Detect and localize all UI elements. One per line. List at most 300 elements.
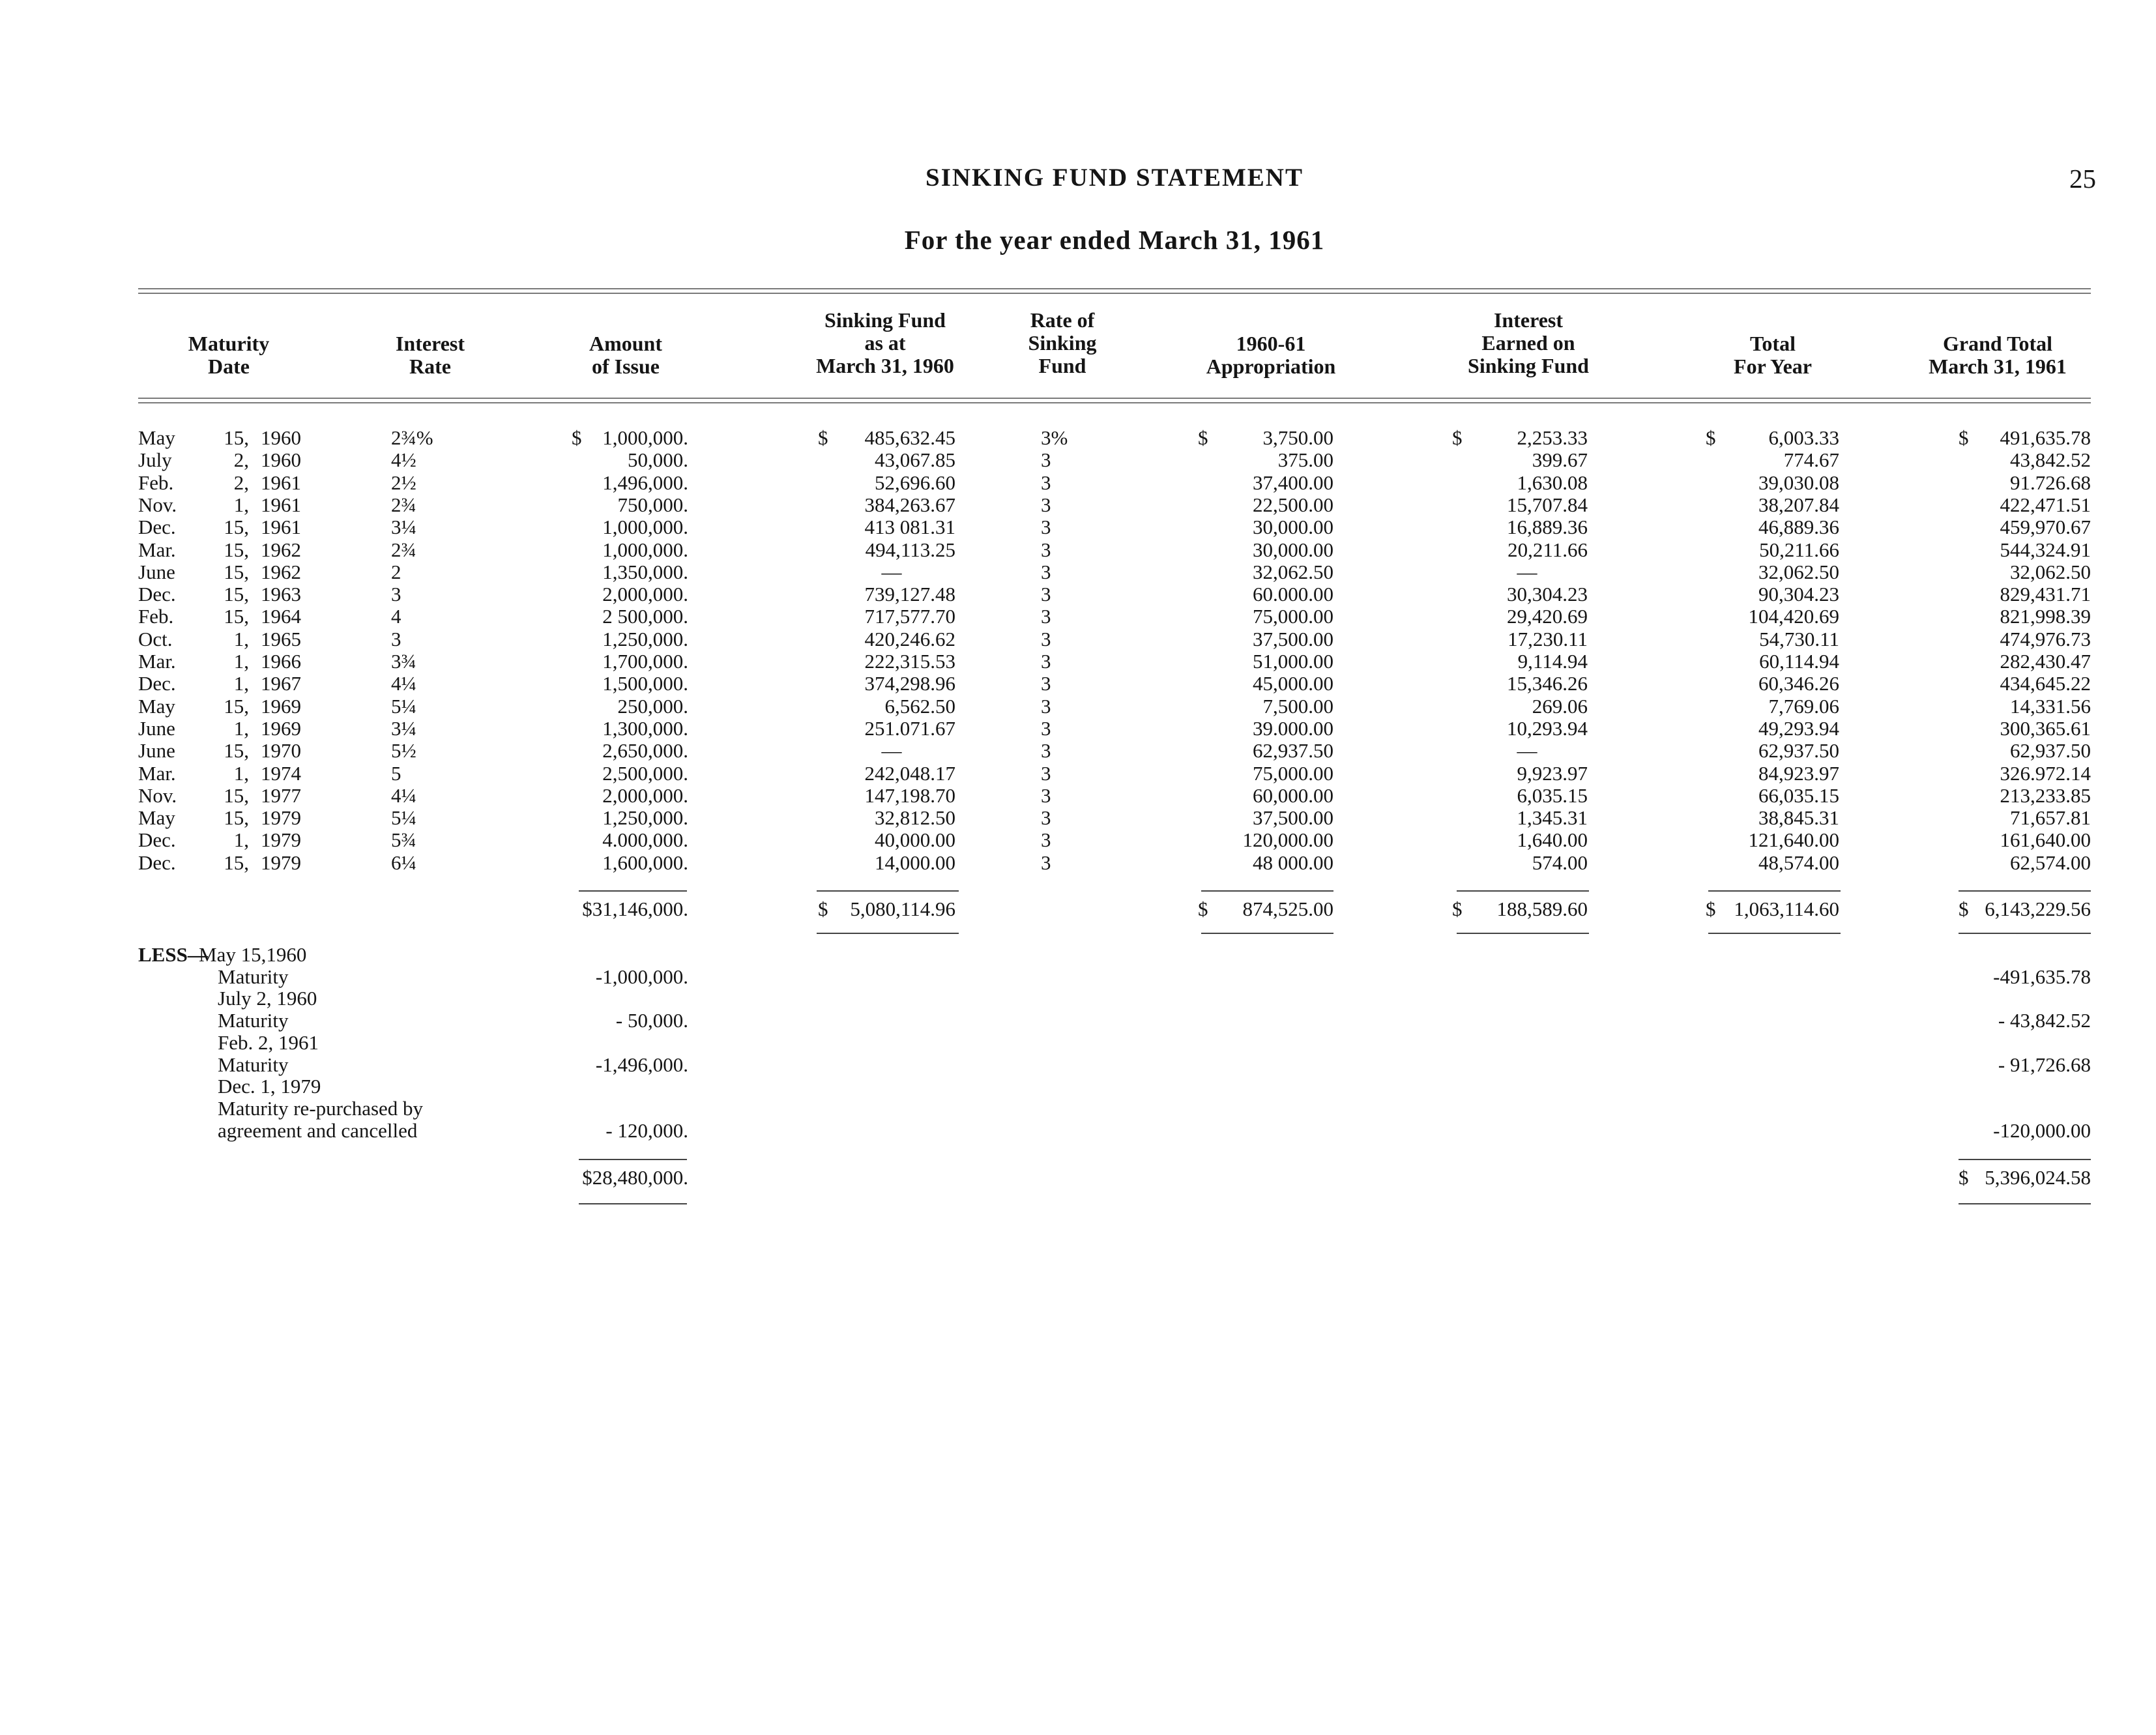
cell-month: Feb.	[138, 605, 174, 628]
cell-appropriation: 48 000.00	[1253, 851, 1333, 874]
less-amount: - 120,000.	[605, 1118, 688, 1142]
cell-grand-total: 422,471.51	[2000, 493, 2091, 516]
less-amount: -1,000,000.	[595, 965, 688, 988]
cell-appropriation: 60.000.00	[1253, 583, 1333, 606]
header-line: Amount	[589, 332, 662, 355]
table-row	[0, 852, 2156, 874]
header-line: March 31, 1960	[816, 354, 954, 377]
cell-appropriation: 37,400.00	[1253, 471, 1333, 494]
cell-interest-rate: 2¾%	[391, 426, 433, 449]
cell-appropriation: 75,000.00	[1253, 761, 1333, 785]
cell-interest-rate: 2	[391, 560, 401, 583]
less-grand-total: - 91,726.68	[1998, 1053, 2091, 1076]
cell-appropriation: 45,000.00	[1253, 672, 1333, 695]
dollar-sign: $	[1452, 897, 1463, 920]
cell-year: 1977	[261, 783, 301, 807]
cell-amount: 50,000.	[628, 448, 688, 472]
cell-day: 15,	[224, 806, 249, 830]
table-row	[0, 763, 2156, 785]
cell-month: Dec.	[138, 851, 176, 874]
header-line: Sinking Fund	[1468, 354, 1589, 377]
less-description-line: Maturity	[218, 1009, 289, 1032]
cell-interest-rate: 3¼	[391, 516, 416, 539]
cell-interest-rate: 2½	[391, 471, 416, 494]
cell-interest-earned: 574.00	[1532, 851, 1588, 874]
cell-month: Mar.	[138, 761, 176, 785]
cell-appropriation: 30,000.00	[1253, 516, 1333, 539]
cell-day: 15,	[224, 694, 249, 718]
cell-year: 1965	[261, 627, 301, 650]
cell-grand-total: 326.972.14	[2000, 761, 2091, 785]
dollar-sign: $	[572, 426, 582, 449]
cell-total-for-year: 104,420.69	[1748, 605, 1839, 628]
table-row	[0, 472, 2156, 494]
header-line: 1960-61	[1236, 332, 1306, 355]
header-sinking-fund	[787, 309, 983, 377]
cell-grand-total: 474,976.73	[2000, 627, 2091, 650]
header-line: Fund	[1038, 354, 1086, 377]
cell-appropriation: 51,000.00	[1253, 650, 1333, 673]
cell-sinking-fund: 717,577.70	[864, 605, 955, 628]
table-row	[0, 628, 2156, 650]
header-line: Rate	[409, 355, 451, 378]
amount-net-double-rule	[579, 1203, 687, 1204]
cell-sinking-fund: 413 081.31	[864, 516, 955, 539]
cell-sinking-rate: 3	[1041, 583, 1051, 606]
cell-sinking-fund: 251.071.67	[864, 716, 955, 740]
amount-net-rule	[579, 1159, 687, 1160]
cell-day: 1,	[233, 716, 249, 740]
dollar-sign: $	[1198, 426, 1208, 449]
cell-year: 1979	[261, 851, 301, 874]
cell-total-for-year: 38,845.31	[1758, 806, 1839, 830]
cell-grand-total: 14,331.56	[2010, 694, 2091, 718]
cell-day: 2,	[233, 471, 249, 494]
header-line: as at	[864, 331, 906, 355]
cell-total-for-year: 46,889.36	[1758, 516, 1839, 539]
dollar-sign: $	[1706, 897, 1716, 920]
cell-interest-earned: 1,345.31	[1517, 806, 1588, 830]
cell-grand-total: 91.726.68	[2010, 471, 2091, 494]
cell-grand-total: 282,430.47	[2000, 650, 2091, 673]
cell-day: 2,	[233, 448, 249, 472]
page-subtitle: For the year ended March 31, 1961	[904, 225, 1325, 255]
cell-year: 1979	[261, 806, 301, 830]
header-line: of Issue	[591, 355, 660, 378]
total-amount: $31,146,000.	[582, 897, 688, 920]
net-row	[0, 1167, 2156, 1189]
cell-amount: 1,600,000.	[602, 851, 688, 874]
cell-day: 15,	[224, 560, 249, 583]
cell-sinking-fund: 40,000.00	[875, 828, 955, 852]
header-amount-of-issue	[554, 332, 697, 378]
less-description-line: Maturity	[218, 1053, 289, 1076]
less-description-line: Feb. 2, 1961	[218, 1030, 319, 1054]
cell-total-for-year: 84,923.97	[1758, 761, 1839, 785]
cell-appropriation: 30,000.00	[1253, 538, 1333, 561]
table-row	[0, 785, 2156, 807]
cell-amount: 4.000,000.	[602, 828, 688, 852]
table-row	[0, 539, 2156, 561]
cell-grand-total: 71,657.81	[2010, 806, 2091, 830]
table-row	[0, 807, 2156, 829]
cell-month: Mar.	[138, 538, 176, 561]
cell-interest-rate: 3	[391, 627, 401, 650]
cell-appropriation: 32,062.50	[1253, 560, 1333, 583]
cell-sinking-rate: 3	[1041, 516, 1051, 539]
cell-day: 15,	[224, 605, 249, 628]
net-grand-total: 5,396,024.58	[1985, 1166, 2091, 1189]
table-row	[0, 561, 2156, 583]
cell-grand-total: 821,998.39	[2000, 605, 2091, 628]
cell-sinking-fund: 242,048.17	[864, 761, 955, 785]
cell-grand-total: 300,365.61	[2000, 716, 2091, 740]
cell-interest-earned: 2,253.33	[1517, 426, 1588, 449]
cell-grand-total: 544,324.91	[2000, 538, 2091, 561]
cell-month: June	[138, 560, 175, 583]
header-rate-of-sinking-fund	[997, 309, 1128, 377]
cell-amount: 2 500,000.	[602, 605, 688, 628]
cell-interest-earned: 9,923.97	[1517, 761, 1588, 785]
dollar-sign: $	[1959, 897, 1969, 920]
sinking-total-rule	[817, 933, 959, 934]
cell-interest-earned: 269.06	[1532, 694, 1588, 718]
cell-total-for-year: 32,062.50	[1758, 560, 1839, 583]
cell-amount: 1,500,000.	[602, 672, 688, 695]
cell-sinking-fund: 14,000.00	[875, 851, 955, 874]
cell-total-for-year: 50,211.66	[1759, 538, 1839, 561]
cell-sinking-fund: 485,632.45	[864, 426, 955, 449]
header-top-rule	[138, 288, 2091, 289]
cell-sinking-fund: 43,067.85	[875, 448, 955, 472]
less-description-line: May 15,1960	[199, 943, 307, 966]
cell-day: 1,	[233, 672, 249, 695]
table-row	[0, 650, 2156, 673]
cell-appropriation: 120,000.00	[1242, 828, 1333, 852]
cell-amount: 1,000,000.	[602, 426, 688, 449]
cell-grand-total: 459,970.67	[2000, 516, 2091, 539]
cell-interest-rate: 4¼	[391, 783, 416, 807]
cell-amount: 1,250,000.	[602, 627, 688, 650]
header-appropriation	[1173, 332, 1369, 378]
header-line: Grand Total	[1942, 332, 2053, 355]
page-title: SINKING FUND STATEMENT	[925, 164, 1304, 192]
cell-total-for-year: 48,574.00	[1758, 851, 1839, 874]
cell-total-for-year: 49,293.94	[1758, 716, 1839, 740]
cell-amount: 1,000,000.	[602, 538, 688, 561]
cell-sinking-fund: —	[881, 739, 902, 763]
cell-interest-earned: —	[1517, 560, 1537, 583]
cell-amount: 1,496,000.	[602, 471, 688, 494]
cell-month: Dec.	[138, 583, 176, 606]
cell-day: 1,	[233, 627, 249, 650]
cell-year: 1969	[261, 716, 301, 740]
cell-day: 15,	[224, 538, 249, 561]
header-line: Rate of	[1030, 308, 1095, 332]
cell-interest-rate: 3¾	[391, 650, 416, 673]
cell-total-for-year: 62,937.50	[1758, 739, 1839, 763]
cell-year: 1962	[261, 538, 301, 561]
cell-year: 1961	[261, 471, 301, 494]
cell-appropriation: 3,750.00	[1262, 426, 1333, 449]
cell-interest-earned: 9,114.94	[1517, 650, 1588, 673]
header-maturity-date	[147, 332, 310, 378]
header-line: Interest	[1493, 308, 1564, 332]
dollar-sign: $	[1959, 426, 1969, 449]
cell-interest-rate: 2¾	[391, 493, 416, 516]
cell-year: 1963	[261, 583, 301, 606]
cell-amount: 1,350,000.	[602, 560, 688, 583]
cell-interest-rate: 4¼	[391, 672, 416, 695]
cell-appropriation: 60,000.00	[1253, 783, 1333, 807]
header-line: Earned on	[1481, 331, 1575, 355]
cell-sinking-rate: 3	[1041, 828, 1051, 852]
header-line: Maturity	[188, 332, 270, 355]
header-line: Appropriation	[1206, 355, 1336, 378]
less-description-line: Maturity	[218, 965, 289, 988]
cell-month: Dec.	[138, 672, 176, 695]
net-amount: $28,480,000.	[582, 1166, 688, 1189]
cell-sinking-fund: 147,198.70	[864, 783, 955, 807]
cell-interest-earned: 6,035.15	[1517, 783, 1588, 807]
cell-year: 1961	[261, 493, 301, 516]
cell-grand-total: 491,635.78	[2000, 426, 2091, 449]
earned-total-rule	[1457, 933, 1589, 934]
cell-amount: 1,700,000.	[602, 650, 688, 673]
cell-sinking-rate: 3	[1041, 471, 1051, 494]
cell-interest-earned: 15,707.84	[1507, 493, 1588, 516]
cell-interest-earned: 399.67	[1532, 448, 1588, 472]
cell-interest-rate: 5¾	[391, 828, 416, 852]
cell-sinking-rate: 3	[1041, 538, 1051, 561]
less-grand-total: -120,000.00	[1993, 1118, 2091, 1142]
cell-month: July	[138, 448, 172, 472]
cell-sinking-rate: 3	[1041, 694, 1051, 718]
less-description-line: July 2, 1960	[218, 987, 317, 1010]
total-interest-earned: 188,589.60	[1496, 897, 1588, 920]
dollar-sign: $	[818, 897, 828, 920]
cell-total-for-year: 774.67	[1783, 448, 1839, 472]
cell-amount: 1,300,000.	[602, 716, 688, 740]
cell-sinking-rate: 3	[1041, 627, 1051, 650]
approp-subtotal-rule	[1201, 890, 1333, 892]
total-sinking: 5,080,114.96	[850, 897, 955, 920]
less-amount: - 50,000.	[615, 1009, 688, 1032]
cell-total-for-year: 54,730.11	[1759, 627, 1839, 650]
cell-sinking-fund: —	[881, 560, 902, 583]
cell-total-for-year: 90,304.23	[1758, 583, 1839, 606]
cell-total-for-year: 66,035.15	[1758, 783, 1839, 807]
cell-day: 15,	[224, 851, 249, 874]
cell-interest-earned: 20,211.66	[1508, 538, 1588, 561]
cell-interest-rate: 5½	[391, 739, 416, 763]
cell-sinking-rate: 3	[1041, 783, 1051, 807]
header-line: Interest	[395, 332, 465, 355]
header-line: Date	[208, 355, 250, 378]
cell-grand-total: 62,574.00	[2010, 851, 2091, 874]
cell-interest-rate: 2¾	[391, 538, 416, 561]
cell-interest-rate: 5¼	[391, 806, 416, 830]
cell-year: 1961	[261, 516, 301, 539]
grand-total-rule	[1959, 933, 2091, 934]
sinking-subtotal-rule	[817, 890, 959, 892]
cell-sinking-rate: 3%	[1041, 426, 1068, 449]
cell-sinking-fund: 32,812.50	[875, 806, 955, 830]
cell-appropriation: 37,500.00	[1253, 806, 1333, 830]
cell-interest-earned: 10,293.94	[1507, 716, 1588, 740]
table-row	[0, 583, 2156, 605]
cell-year: 1970	[261, 739, 301, 763]
approp-total-rule	[1201, 933, 1333, 934]
less-grand-total: - 43,842.52	[1998, 1009, 2091, 1032]
cell-month: Dec.	[138, 828, 176, 852]
cell-interest-rate: 3¼	[391, 716, 416, 740]
table-row	[0, 427, 2156, 449]
cell-interest-rate: 4	[391, 605, 401, 628]
cell-day: 1,	[233, 650, 249, 673]
cell-interest-earned: 16,889.36	[1507, 516, 1588, 539]
cell-appropriation: 75,000.00	[1253, 605, 1333, 628]
less-description-line: agreement and cancelled	[218, 1118, 418, 1142]
cell-total-for-year: 121,640.00	[1748, 828, 1839, 852]
less-amount: -1,496,000.	[595, 1053, 688, 1076]
cell-month: Nov.	[138, 493, 177, 516]
cell-day: 15,	[224, 516, 249, 539]
cell-grand-total: 829,431.71	[2000, 583, 2091, 606]
table-row	[0, 740, 2156, 762]
dollar-sign: $	[1959, 1166, 1969, 1189]
cell-month: Mar.	[138, 650, 176, 673]
cell-day: 15,	[224, 783, 249, 807]
cell-grand-total: 161,640.00	[2000, 828, 2091, 852]
cell-sinking-rate: 3	[1041, 560, 1051, 583]
cell-sinking-rate: 3	[1041, 650, 1051, 673]
less-label: LESS—	[138, 943, 208, 966]
cell-amount: 1,250,000.	[602, 806, 688, 830]
cell-sinking-fund: 494,113.25	[865, 538, 955, 561]
cell-month: May	[138, 426, 175, 449]
header-line: Total	[1750, 332, 1796, 355]
cell-sinking-rate: 3	[1041, 493, 1051, 516]
cell-appropriation: 7,500.00	[1262, 694, 1333, 718]
less-description-line: Dec. 1, 1979	[218, 1075, 321, 1098]
cell-sinking-rate: 3	[1041, 761, 1051, 785]
cell-total-for-year: 60,346.26	[1758, 672, 1839, 695]
total-total-rule	[1708, 933, 1841, 934]
cell-month: Feb.	[138, 471, 174, 494]
cell-year: 1960	[261, 426, 301, 449]
header-top-rule-2	[138, 293, 2091, 294]
header-bottom-rule-2	[138, 402, 2091, 403]
header-total-for-year	[1688, 332, 1857, 378]
table-row	[0, 718, 2156, 740]
header-interest-earned	[1427, 309, 1629, 377]
cell-sinking-rate: 3	[1041, 672, 1051, 695]
cell-sinking-fund: 420,246.62	[864, 627, 955, 650]
cell-year: 1974	[261, 761, 301, 785]
cell-sinking-fund: 739,127.48	[864, 583, 955, 606]
table-row	[0, 829, 2156, 851]
cell-sinking-rate: 3	[1041, 605, 1051, 628]
cell-interest-earned: —	[1517, 739, 1537, 763]
cell-year: 1962	[261, 560, 301, 583]
table-row	[0, 449, 2156, 471]
cell-amount: 250,000.	[617, 694, 688, 718]
cell-month: May	[138, 806, 175, 830]
total-grand: 6,143,229.56	[1985, 897, 2091, 920]
table-row	[0, 516, 2156, 538]
cell-interest-earned: 29,420.69	[1507, 605, 1588, 628]
cell-year: 1967	[261, 672, 301, 695]
cell-grand-total: 62,937.50	[2010, 739, 2091, 763]
cell-interest-earned: 1,630.08	[1517, 471, 1588, 494]
cell-year: 1964	[261, 605, 301, 628]
cell-amount: 2,000,000.	[602, 583, 688, 606]
table-row	[0, 673, 2156, 695]
page-number: 25	[2069, 164, 2096, 194]
cell-year: 1966	[261, 650, 301, 673]
cell-day: 15,	[224, 583, 249, 606]
header-line: March 31, 1961	[1929, 355, 2067, 378]
less-description-line: Maturity re-purchased by	[218, 1096, 424, 1120]
cell-amount: 2,000,000.	[602, 783, 688, 807]
header-line: For Year	[1734, 355, 1812, 378]
cell-interest-rate: 6¼	[391, 851, 416, 874]
cell-year: 1960	[261, 448, 301, 472]
grand-net-double-rule	[1959, 1203, 2091, 1204]
cell-day: 1,	[233, 493, 249, 516]
totals-row	[0, 898, 2156, 920]
table-row	[0, 494, 2156, 516]
cell-interest-earned: 1,640.00	[1517, 828, 1588, 852]
header-line: Sinking Fund	[824, 308, 946, 332]
header-interest-rate	[365, 332, 495, 378]
dollar-sign: $	[1452, 426, 1463, 449]
header-line: Sinking	[1028, 331, 1097, 355]
cell-interest-earned: 30,304.23	[1507, 583, 1588, 606]
cell-grand-total: 434,645.22	[2000, 672, 2091, 695]
grand-subtotal-rule	[1959, 890, 2091, 892]
cell-interest-rate: 3	[391, 583, 401, 606]
cell-grand-total: 32,062.50	[2010, 560, 2091, 583]
cell-grand-total: 43,842.52	[2010, 448, 2091, 472]
cell-sinking-rate: 3	[1041, 851, 1051, 874]
cell-day: 1,	[233, 761, 249, 785]
cell-month: May	[138, 694, 175, 718]
amount-subtotal-rule	[579, 890, 687, 892]
cell-total-for-year: 7,769.06	[1768, 694, 1839, 718]
cell-sinking-fund: 374,298.96	[864, 672, 955, 695]
cell-interest-earned: 17,230.11	[1508, 627, 1588, 650]
grand-net-rule	[1959, 1159, 2091, 1160]
cell-total-for-year: 6,003.33	[1768, 426, 1839, 449]
less-grand-total: -491,635.78	[1993, 965, 2091, 988]
cell-sinking-fund: 384,263.67	[864, 493, 955, 516]
cell-total-for-year: 38,207.84	[1758, 493, 1839, 516]
cell-appropriation: 62,937.50	[1253, 739, 1333, 763]
cell-sinking-rate: 3	[1041, 806, 1051, 830]
cell-total-for-year: 39,030.08	[1758, 471, 1839, 494]
cell-month: Nov.	[138, 783, 177, 807]
dollar-sign: $	[818, 426, 828, 449]
cell-amount: 1,000,000.	[602, 516, 688, 539]
cell-amount: 2,650,000.	[602, 739, 688, 763]
cell-day: 1,	[233, 828, 249, 852]
cell-month: June	[138, 716, 175, 740]
cell-amount: 2,500,000.	[602, 761, 688, 785]
cell-sinking-rate: 3	[1041, 739, 1051, 763]
cell-interest-rate: 4½	[391, 448, 416, 472]
